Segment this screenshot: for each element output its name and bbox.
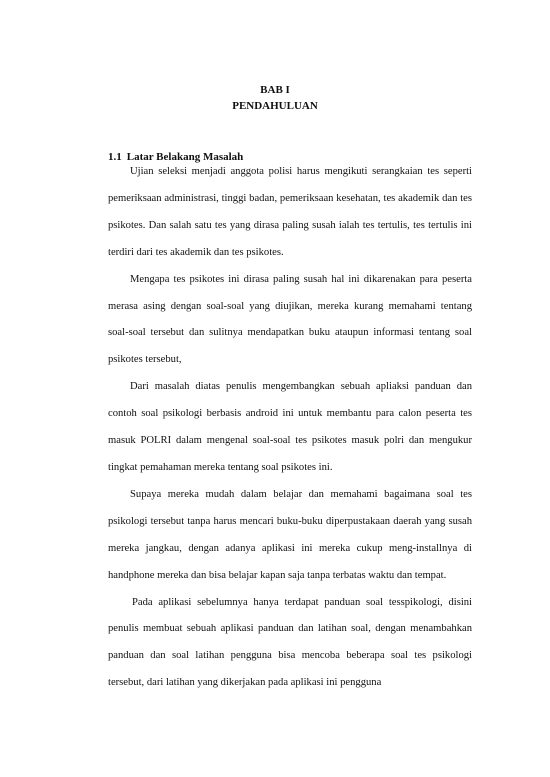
body-text <box>108 159 472 697</box>
paragraph: Supaya mereka mudah dalam belajar dan memahami bagaimana soal tes psikologi tersebut tanpa harus mencari buku-buku diperpustakaan daerah yang susah mereka jangkau, dengan adanya aplikasi ini mereka cukup meng-installnya di handphone mereka dan bisa belajar kapan saja tanpa terbatas waktu dan tempat. <box>108 488 472 581</box>
section-title: Latar Belakang Masalah <box>126 151 244 163</box>
paragraph: Dari masalah diatas penulis mengembangkan sebuah apliaksi panduan dan contoh soal psikologi berbasis android ini untuk membantu para calon peserta tes masuk POLRI dalam mengenal soal-soal tes psikotes masuk polri dan mengukur tingkat pemahaman mereka tentang soal psikotes ini. <box>108 381 472 473</box>
chapter-title: PENDAHULUAN <box>232 100 318 112</box>
paragraph: Ujian seleksi menjadi anggota polisi harus mengikuti serangkaian tes seperti pemeriksaan administrasi, tinggi badan, pemeriksaan kesehatan, tes akademik dan tes psikotes. Dan salah satu tes yang dirasa paling susah ialah tes tertulis, tes tertulis ini terdiri dari tes akademik dan tes psikotes. <box>108 166 472 258</box>
paragraph: Mengapa tes psikotes ini dirasa paling susah hal ini dikarenakan para peserta merasa asing dengan soal-soal yang diujikan, mereka kurang memahami tentang soal-soal tersebut dan sulitnya mendapatkan buku ataupun informasi tentang soal psikotes tersebut, <box>108 273 472 366</box>
chapter-number: BAB I <box>260 84 290 96</box>
paragraph: Pada aplikasi sebelumnya hanya terdapat panduan soal tesspikologi, disini penulis membuat sebuah aplikasi panduan dan latihan soal, dengan menambahkan panduan dan soal latihan pengguna bisa mencoba beberapa soal tes psikologi tersebut, dari latihan yang dikerjakan pada aplikasi ini pengguna <box>108 596 472 689</box>
section-number: 1.1 <box>108 151 122 163</box>
